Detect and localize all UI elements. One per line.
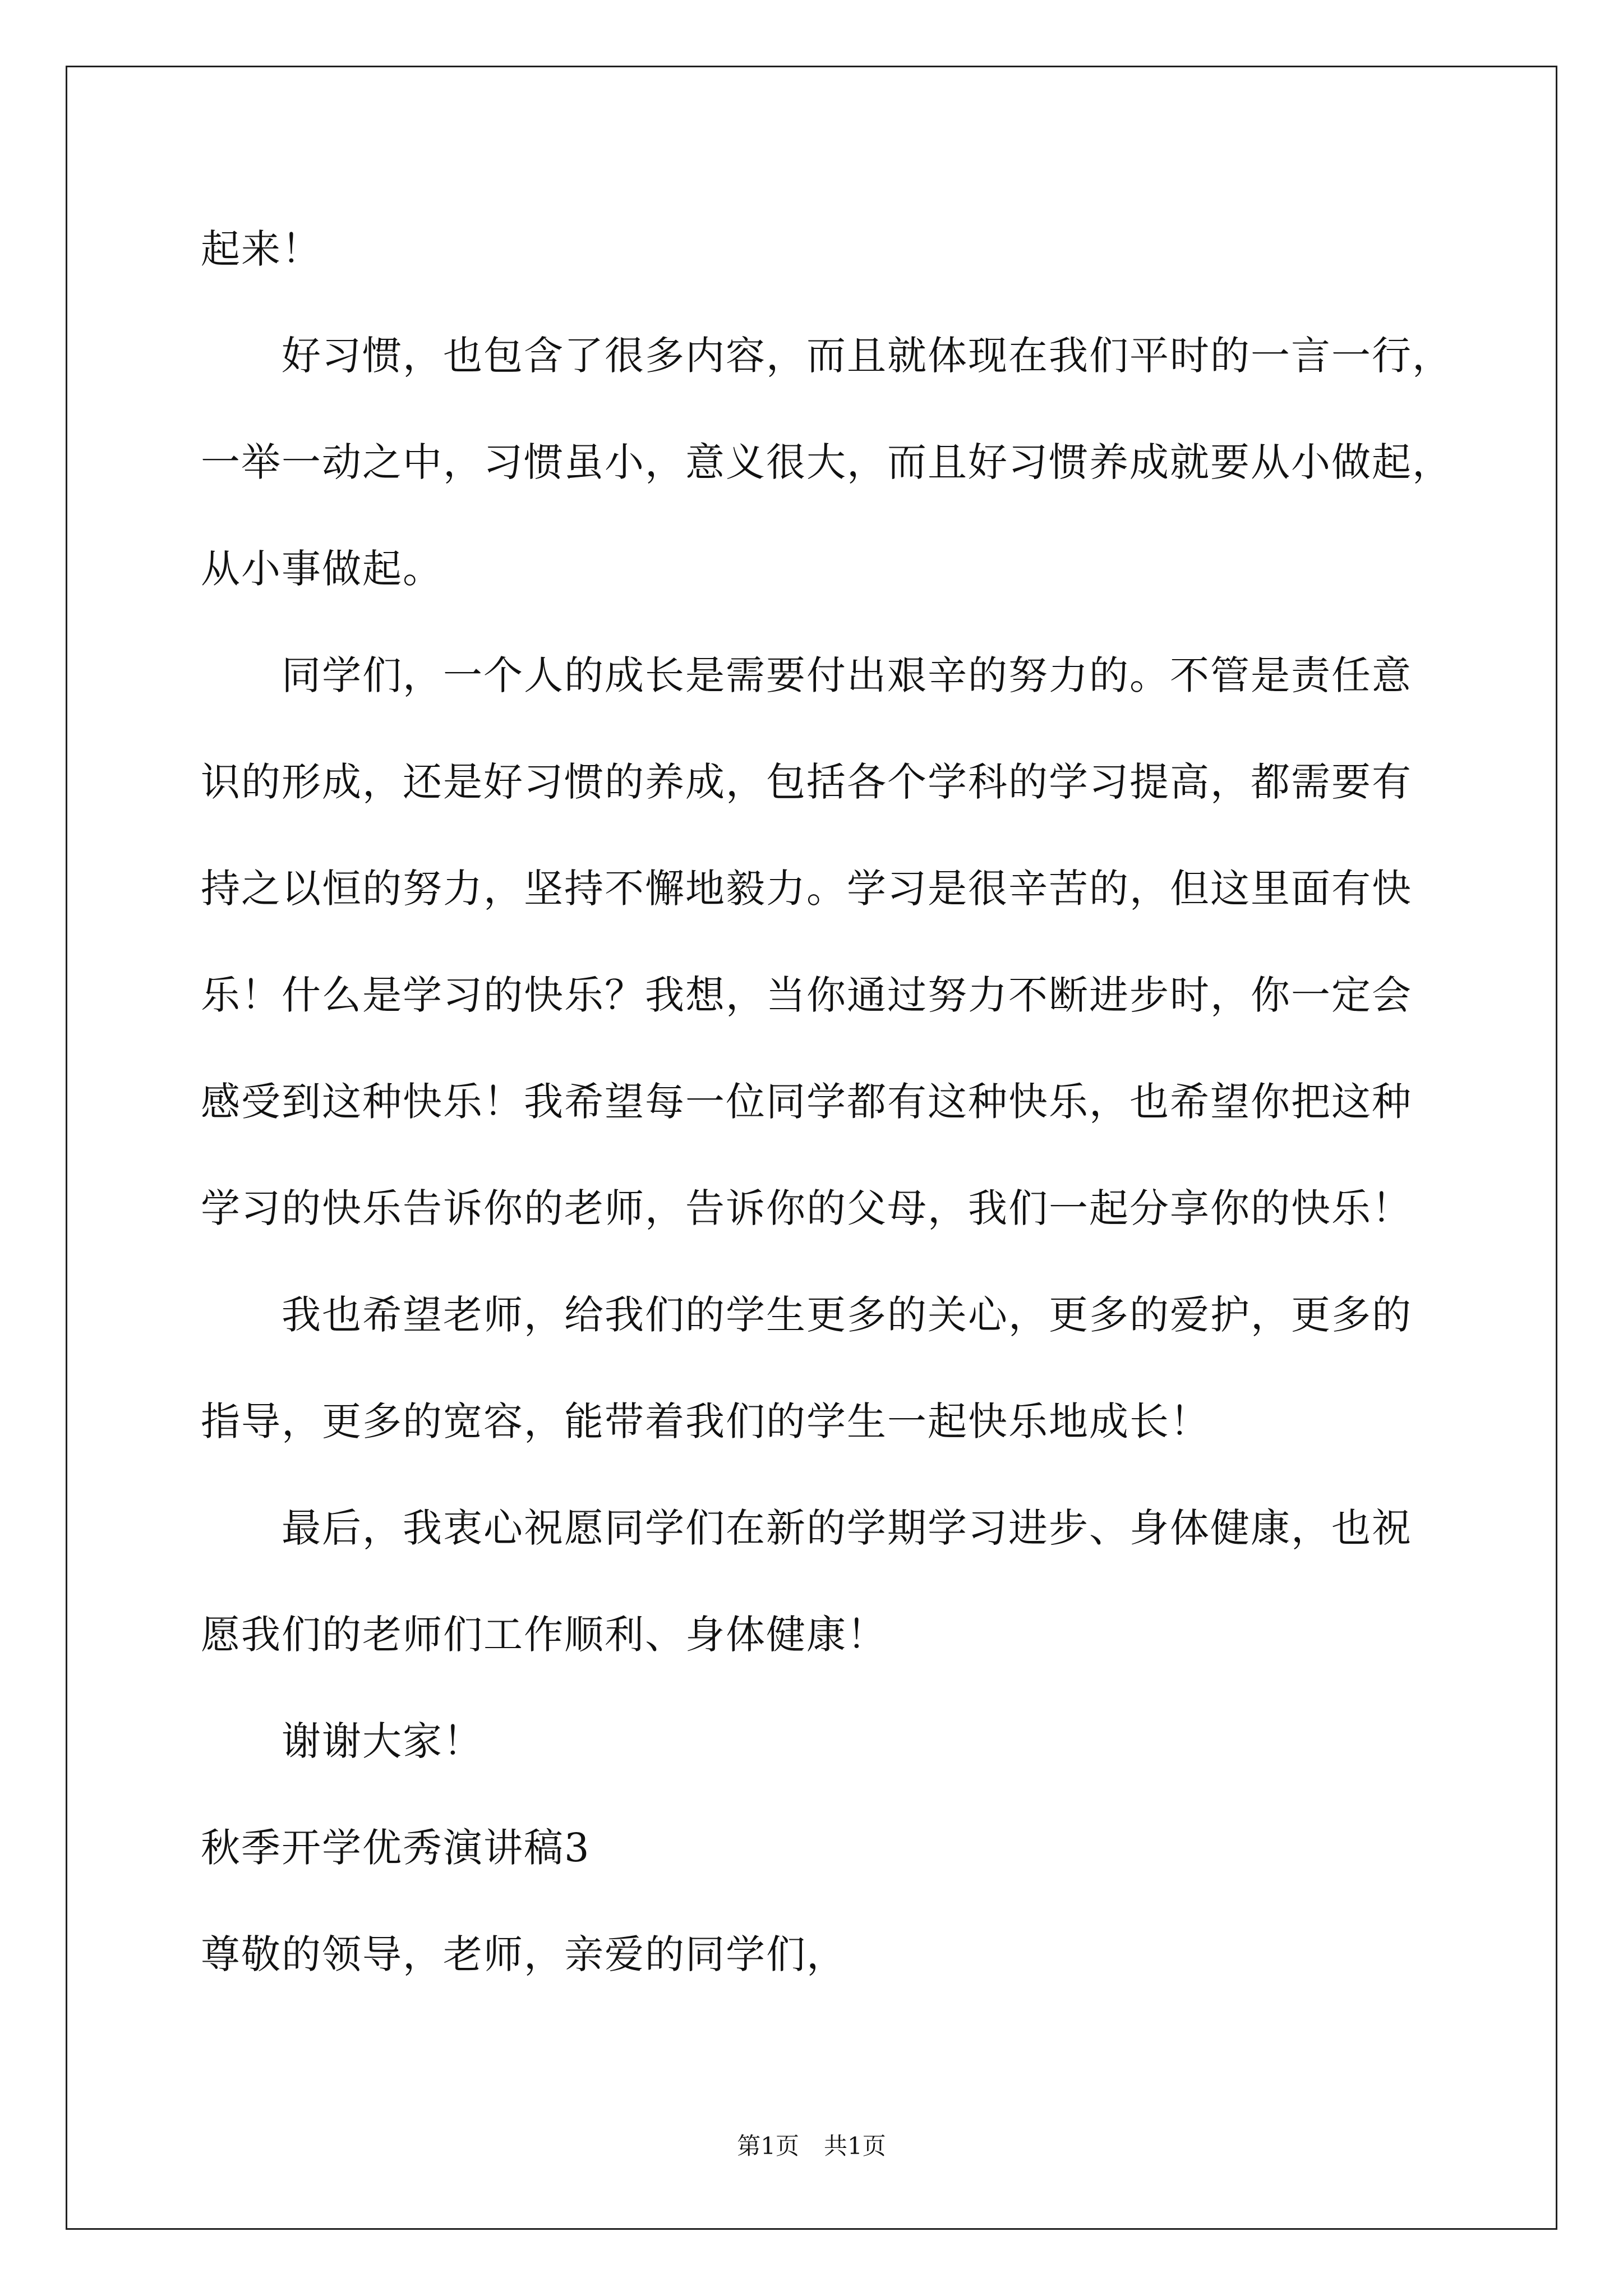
text-line: 指导，更多的宽容，能带着我们的学生一起快乐地成长！ — [201, 1398, 1210, 1444]
paragraph-start-line: 谢谢大家！ — [282, 1718, 483, 1764]
text-line: 一举一动之中，习惯虽小，意义很大，而且好习惯养成就要从小做起， — [201, 439, 1453, 485]
paragraph-start-line: 最后，我衷心祝愿同学们在新的学期学习进步、身体健康，也祝 — [282, 1505, 1412, 1551]
paragraph-start-line: 同学们，一个人的成长是需要付出艰辛的努力的。不管是责任意 — [282, 652, 1412, 698]
paragraph-start-line: 好习惯，也包含了很多内容，而且就体现在我们平时的一言一行， — [282, 333, 1453, 379]
page-footer — [0, 2129, 1623, 2163]
text-line: 愿我们的老师们工作顺利、身体健康！ — [201, 1612, 887, 1658]
paragraph-start-line: 我也希望老师，给我们的学生更多的关心，更多的爱护，更多的 — [282, 1292, 1412, 1338]
document-body — [201, 196, 1491, 2008]
text-line: 起来！ — [201, 226, 322, 272]
text-line: 从小事做起。 — [201, 546, 443, 592]
section-heading: 秋季开学优秀演讲稿3 — [201, 1825, 591, 1871]
text-line: 感受到这种快乐！我希望每一位同学都有这种快乐，也希望你把这种 — [201, 1079, 1412, 1125]
salutation-line: 尊敬的领导，老师，亲爱的同学们， — [201, 1931, 847, 1977]
page-count: 共1页 — [824, 2132, 886, 2160]
text-line: 学习的快乐告诉你的老师，告诉你的父母，我们一起分享你的快乐！ — [201, 1185, 1412, 1231]
text-line: 持之以恒的努力，坚持不懈地毅力。学习是很辛苦的，但这里面有快 — [201, 866, 1412, 912]
text-line: 识的形成，还是好习惯的养成，包括各个学科的学习提高，都需要有 — [201, 759, 1412, 805]
page-number: 第1页 — [737, 2132, 799, 2160]
text-line: 乐！什么是学习的快乐？我想，当你通过努力不断进步时，你一定会 — [201, 972, 1412, 1018]
